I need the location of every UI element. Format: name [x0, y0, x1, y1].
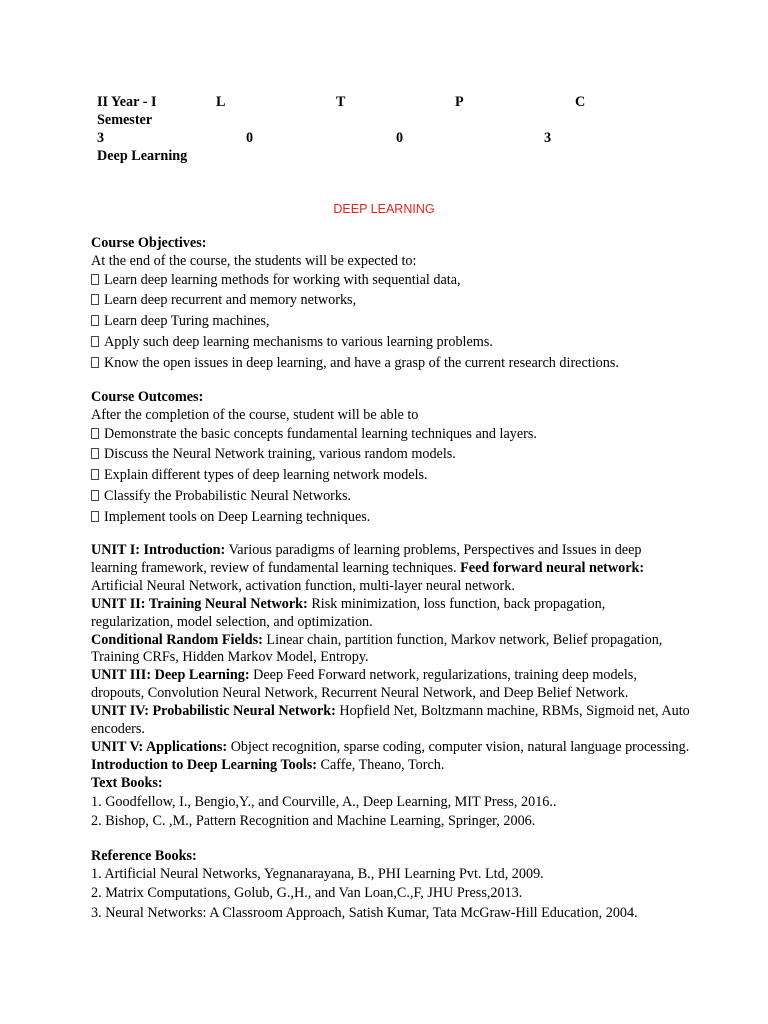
bullet-icon	[91, 448, 99, 459]
bullet-icon	[91, 357, 99, 368]
list-item: Explain different types of deep learning network models.	[91, 465, 691, 486]
list-item: Demonstrate the basic concepts fundamental learning techniques and layers.	[91, 424, 691, 445]
list-item: Learn deep learning methods for working with sequential data,	[91, 270, 691, 291]
course-name: Deep Learning	[97, 148, 188, 164]
list-item: Learn deep recurrent and memory networks,	[91, 290, 691, 311]
unit-1: UNIT I: Introduction: Various paradigms of learning problems, Perspectives and Issues in deep learning framework, review of fundamental learning techniques. Feed forward neural network: Artificial Neural Network, activation function, multi-layer neural network.	[91, 542, 645, 594]
practical-column-header: P	[455, 94, 464, 110]
list-item: Apply such deep learning mechanisms to various learning problems.	[91, 332, 691, 353]
course-outcomes	[91, 389, 691, 528]
bullet-icon	[91, 511, 99, 522]
list-item: 2. Matrix Computations, Golub, G.,H., and Van Loan,C.,F, JHU Press,2013.	[91, 885, 523, 902]
document-heading: DEEP LEARNING	[333, 202, 435, 216]
unit-3: UNIT III: Deep Learning: Deep Feed Forward network, regularizations, training deep models, dropouts, Convolution Neural Network, Recurrent Neural Network, and Deep Belief Network.	[91, 667, 637, 702]
bullet-icon	[91, 274, 99, 285]
semester-label: Semester	[97, 112, 153, 128]
tutorial-value: 0	[246, 130, 254, 146]
list-item: 3. Neural Networks: A Classroom Approach, Satish Kumar, Tata McGraw-Hill Education, 2004.	[91, 904, 638, 921]
list-item: 1. Artificial Neural Networks, Yegnanarayana, B., PHI Learning Pvt. Ltd, 2009.	[91, 865, 544, 882]
lecture-value: 3	[97, 130, 105, 146]
tutorial-column-header: T	[336, 94, 346, 110]
practical-value: 0	[396, 130, 404, 146]
list-item: 2. Bishop, C. ,M., Pattern Recognition and Machine Learning, Springer, 2006.	[91, 813, 536, 830]
unit-5: UNIT V: Applications: Object recognition, sparse coding, computer vision, natural language processing. Introduction to Deep Learning Tools: Caffe, Theano, Torch.	[91, 738, 690, 773]
credits-value: 3	[544, 130, 552, 146]
syllabus-units	[91, 542, 691, 832]
text-books-title: Text Books:	[91, 774, 163, 791]
list-item: Classify the Probabilistic Neural Networks.	[91, 486, 691, 507]
text-books-list	[91, 793, 691, 832]
bullet-icon	[91, 469, 99, 480]
outcomes-list	[91, 424, 691, 528]
list-item: 1. Goodfellow, I., Bengio,Y., and Courville, A., Deep Learning, MIT Press, 2016..	[91, 793, 557, 810]
objectives-title: Course Objectives:	[91, 235, 207, 251]
unit-4: UNIT IV: Probabilistic Neural Network: Hopfield Net, Boltzmann machine, RBMs, Sigmoid net, Auto encoders.	[91, 703, 690, 738]
list-item: Know the open issues in deep learning, and have a grasp of the current research directions.	[91, 353, 691, 374]
unit-2: UNIT II: Training Neural Network: Risk minimization, loss function, back propagation, regularization, model selection, and optimization.	[91, 595, 606, 630]
reference-books-list	[91, 865, 691, 924]
bullet-icon	[91, 490, 99, 501]
objectives-list	[91, 270, 691, 374]
bullet-icon	[91, 428, 99, 439]
objectives-intro: At the end of the course, the students will be expected to:	[91, 252, 417, 269]
list-item: Learn deep Turing machines,	[91, 311, 691, 332]
credits-column-header: C	[575, 94, 586, 110]
list-item: Implement tools on Deep Learning techniques.	[91, 507, 691, 528]
lecture-column-header: L	[216, 94, 226, 110]
year-semester-label: II Year - I	[97, 94, 157, 110]
course-objectives	[91, 235, 691, 374]
unit-2-crf: Conditional Random Fields: Linear chain, partition function, Markov network, Belief propagation, Training CRFs, Hidden Markov Model, Entropy.	[91, 631, 663, 666]
bullet-icon	[91, 294, 99, 305]
bullet-icon	[91, 315, 99, 326]
bullet-icon	[91, 336, 99, 347]
list-item: Discuss the Neural Network training, various random models.	[91, 444, 691, 465]
reference-books	[91, 848, 691, 924]
outcomes-title: Course Outcomes:	[91, 389, 204, 405]
reference-books-title: Reference Books:	[91, 848, 197, 864]
outcomes-intro: After the completion of the course, student will be able to	[91, 406, 419, 423]
